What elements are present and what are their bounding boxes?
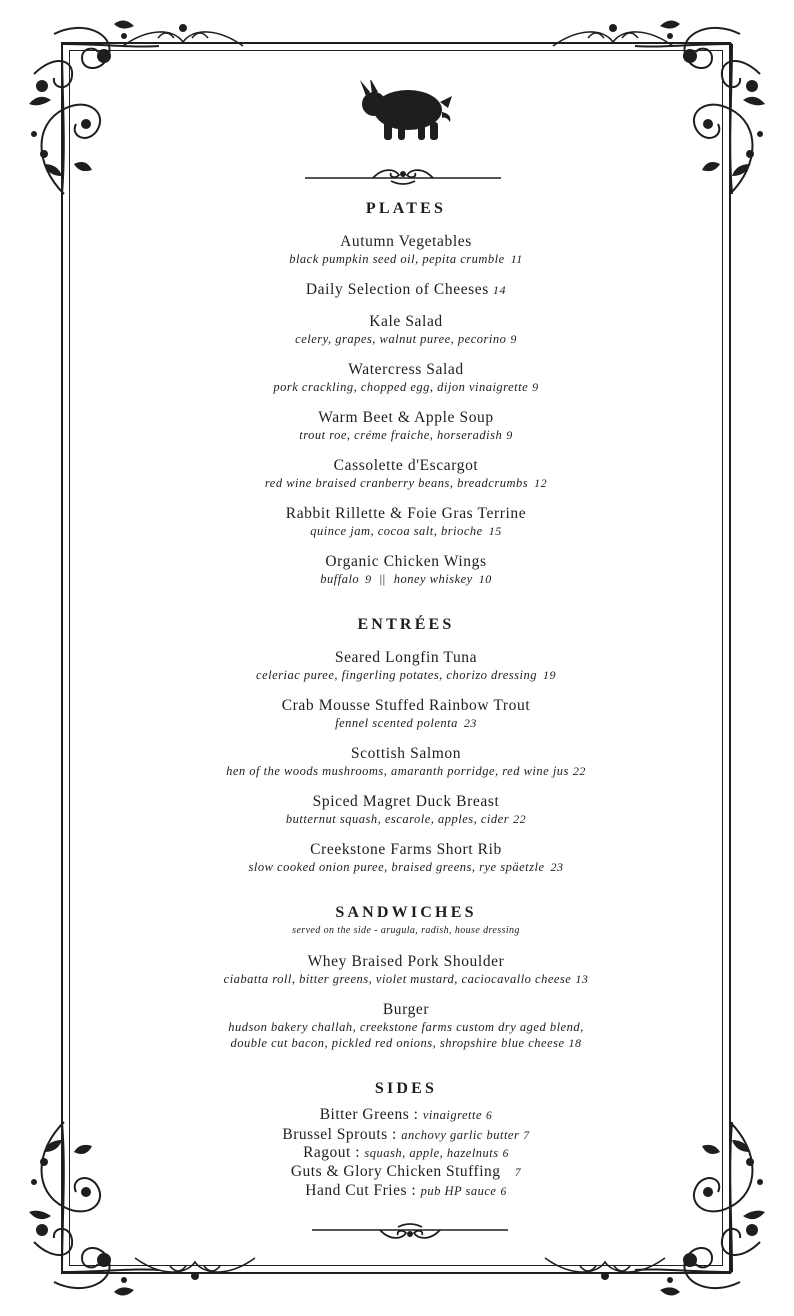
item-price: 10 xyxy=(478,572,492,586)
item-desc-line1: hudson bakery challah, creekstone farms custom dry aged blend, xyxy=(228,1020,584,1034)
item-desc-text: hen of the woods mushrooms, amaranth porridge, red wine jus xyxy=(226,764,569,778)
item-name: Seared Longfin Tuna xyxy=(334,649,478,666)
item-price: 18 xyxy=(568,1036,582,1050)
menu-item xyxy=(80,745,732,779)
side-desc: pub HP sauce xyxy=(420,1184,497,1198)
menu-item xyxy=(80,281,732,299)
menu-item xyxy=(80,697,732,731)
edge-flourish-icon xyxy=(548,18,678,52)
item-desc-text: pork crackling, chopped egg, dijon vinaigrette xyxy=(273,380,529,394)
item-desc xyxy=(80,331,732,347)
item-price: 23 xyxy=(463,716,477,730)
menu-item xyxy=(80,793,732,827)
item-desc xyxy=(80,571,732,587)
item-desc-line2: double cut bacon, pickled red onions, shropshire blue cheese xyxy=(230,1036,565,1050)
item-desc-text: ciabatta roll, bitter greens, violet mustard, caciocavallo cheese xyxy=(223,972,572,986)
side-name: Brussel Sprouts : xyxy=(282,1126,397,1143)
menu-item xyxy=(80,361,732,395)
item-name xyxy=(80,281,732,299)
section-title-plates: PLATES xyxy=(365,200,447,217)
menu-item xyxy=(80,953,732,987)
side-price: 6 xyxy=(486,1110,493,1122)
menu-item xyxy=(80,233,732,267)
top-divider-icon xyxy=(303,165,503,185)
item-desc xyxy=(80,1035,732,1051)
item-desc-text: red wine braised cranberry beans, breadcrumbs xyxy=(264,476,529,490)
item-name: Organic Chicken Wings xyxy=(325,553,487,570)
item-option: buffalo xyxy=(320,572,360,586)
edge-flourish-icon xyxy=(540,1252,670,1286)
item-desc-text: quince jam, cocoa salt, brioche xyxy=(310,524,483,538)
side-item xyxy=(80,1162,732,1183)
item-desc-text: celeriac puree, fingerling potates, chorizo dressing xyxy=(256,668,537,682)
item-name: Warm Beet & Apple Soup xyxy=(318,409,494,426)
section-title-entrees: ENTRÉES xyxy=(357,616,455,633)
item-desc-text: trout roe, créme fraiche, horseradish xyxy=(299,428,503,442)
side-desc: squash, apple, hazelnuts xyxy=(364,1146,499,1160)
item-desc xyxy=(80,427,732,443)
item-desc xyxy=(80,763,732,779)
item-price: 9 xyxy=(510,332,517,346)
menu-item xyxy=(80,505,732,539)
item-name: Watercress Salad xyxy=(348,361,464,378)
menu-item xyxy=(80,553,732,587)
side-name: Hand Cut Fries : xyxy=(305,1182,417,1199)
item-name: Whey Braised Pork Shoulder xyxy=(307,953,505,970)
item-price: 9 xyxy=(506,428,513,442)
section-title-sandwiches: SANDWICHES xyxy=(335,904,477,921)
item-desc xyxy=(80,811,732,827)
side-desc: anchovy garlic butter xyxy=(401,1128,520,1142)
menu-item xyxy=(80,313,732,347)
item-desc-text: fennel scented polenta xyxy=(335,716,458,730)
edge-flourish-icon xyxy=(130,1252,260,1286)
option-separator: || xyxy=(379,572,386,586)
item-name: Crab Mousse Stuffed Rainbow Trout xyxy=(281,697,531,714)
side-item xyxy=(80,1105,732,1126)
item-price: 22 xyxy=(572,764,586,778)
item-desc xyxy=(80,251,732,267)
item-desc-text: black pumpkin seed oil, pepita crumble xyxy=(289,252,505,266)
item-price: 9 xyxy=(365,572,372,586)
item-desc xyxy=(80,715,732,731)
side-name: Guts & Glory Chicken Stuffing xyxy=(290,1163,501,1180)
side-item xyxy=(80,1143,732,1164)
item-price: 13 xyxy=(575,972,589,986)
item-desc xyxy=(80,667,732,683)
item-name: Autumn Vegetables xyxy=(340,233,472,250)
item-price: 15 xyxy=(488,524,502,538)
item-price: 9 xyxy=(532,380,539,394)
item-name: Creekstone Farms Short Rib xyxy=(310,841,502,858)
side-desc: vinaigrette xyxy=(422,1108,483,1122)
menu-item xyxy=(80,409,732,443)
side-price: 7 xyxy=(523,1130,530,1142)
item-price: 19 xyxy=(542,668,556,682)
item-desc xyxy=(80,379,732,395)
item-desc xyxy=(80,859,732,875)
item-option: honey whiskey xyxy=(393,572,473,586)
side-item xyxy=(80,1181,732,1202)
side-name: Ragout : xyxy=(303,1144,361,1161)
item-price: 12 xyxy=(534,476,548,490)
menu-item xyxy=(80,1001,732,1051)
menu-item xyxy=(80,649,732,683)
menu-item xyxy=(80,841,732,875)
menu-item xyxy=(80,457,732,491)
item-price: 22 xyxy=(513,812,527,826)
item-name: Cassolette d'Escargot xyxy=(333,457,479,474)
bottom-divider-icon xyxy=(310,1222,510,1242)
item-name: Burger xyxy=(382,1001,430,1018)
item-desc xyxy=(80,971,732,987)
side-price: 7 xyxy=(514,1167,522,1179)
item-desc-text: celery, grapes, walnut puree, pecorino xyxy=(295,332,507,346)
section-title-sides: SIDES xyxy=(374,1080,438,1097)
edge-flourish-icon xyxy=(118,18,248,52)
side-name: Bitter Greens : xyxy=(319,1106,419,1123)
item-name: Spiced Magret Duck Breast xyxy=(312,793,500,810)
item-price: 23 xyxy=(550,860,564,874)
item-desc xyxy=(80,523,732,539)
item-desc-text: slow cooked onion puree, braised greens, rye späetzle xyxy=(248,860,545,874)
side-price: 6 xyxy=(502,1148,509,1160)
side-price: 6 xyxy=(500,1186,507,1198)
section-note: served on the side - arugula, radish, house dressing xyxy=(292,925,520,936)
item-name: Kale Salad xyxy=(369,313,443,330)
item-price: 14 xyxy=(492,283,507,297)
item-desc xyxy=(80,475,732,491)
item-price: 11 xyxy=(510,252,523,266)
item-name-text: Daily Selection of Cheeses xyxy=(305,281,489,298)
rabbit-pig-logo-icon xyxy=(356,80,456,142)
item-name: Scottish Salmon xyxy=(350,745,462,762)
item-name: Rabbit Rillette & Foie Gras Terrine xyxy=(285,505,527,522)
item-desc-text: butternut squash, escarole, apples, cider xyxy=(285,812,510,826)
